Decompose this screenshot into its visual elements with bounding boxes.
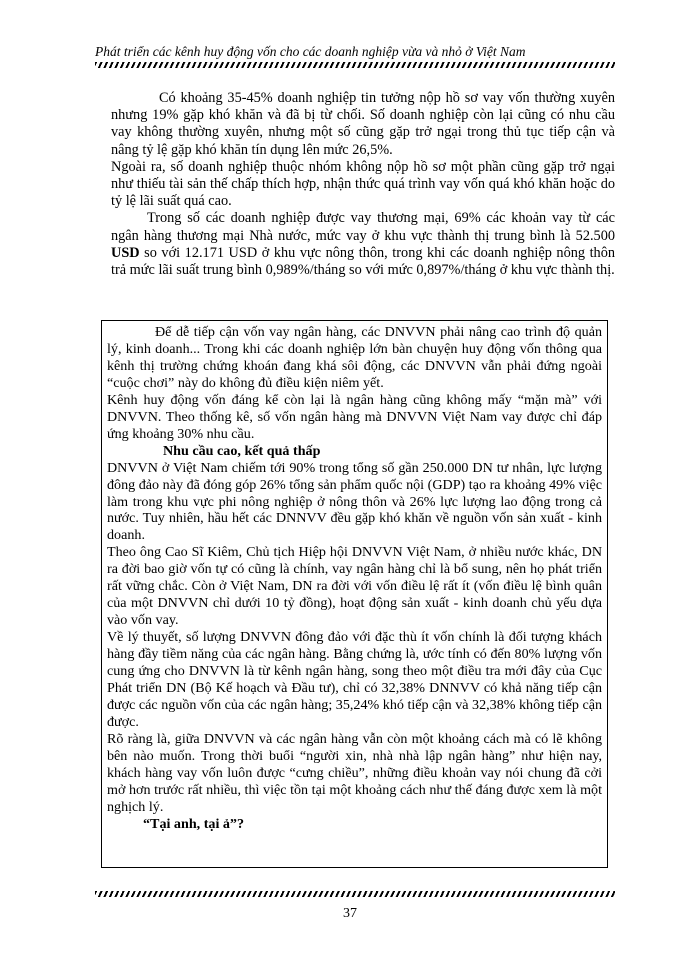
page-number: 37	[343, 906, 357, 921]
intro-paragraph-3	[111, 210, 615, 279]
boxed-article	[101, 320, 608, 868]
box-paragraph-2: Kênh huy động vốn đáng kể còn lại là ngân hàng cũng không mấy “mặn mà” với DNVVN. Theo thống kê, số vốn ngân hàng mà DNVVN Việt Nam vay được chỉ đáp ứng khoảng 30% nhu cầu.	[107, 391, 602, 442]
intro-paragraph-1: Có khoảng 35-45% doanh nghiệp tin tưởng nộp hồ sơ vay vốn thường xuyên nhưng 19% gặp khó khăn và đã bị từ chối. Số doanh nghiệp còn lại cũng có nhu cầu vay không thường xuyên, nhưng một số cũng gặp trở ngại trong thủ tục tiếp cận và nâng tỷ lệ gặp khó khăn tín dụng lên mức 26,5%.	[111, 90, 615, 158]
box-paragraph-3: DNVVN ở Việt Nam chiếm tới 90% trong tổng số gần 250.000 DN tư nhân, lực lượng đông đảo này đã đóng góp 26% tổng sản phẩm quốc nội (GDP) tạo ra khoảng 49% việc làm trong khu vực phi nông nghiệp ở nông thôn và 26% lực lượng lao động trong cả nước. Tuy nhiên, hầu hết các DNNVV đều gặp khó khăn về nguồn vốn sản xuất - kinh doanh.	[107, 459, 602, 544]
intro-paragraph-3-start: Trong số các doanh nghiệp được vay thương mại, 69% các khoản vay từ các ngân hàng thương mại Nhà nước, mức vay ở khu vực thành thị trung bình là 52.500	[111, 210, 615, 244]
box-paragraph-6: Rõ ràng là, giữa DNVVN và các ngân hàng vẫn còn một khoảng cách mà có lẽ không bên nào muốn. Trong thời buổi “người xin, nhà nhà lập ngân hàng” như hiện nay, khách hàng vay vốn luôn được “cưng chiều”, những điều khoản vay nói chung đã cởi mở hơn trước rất nhiều, thì việc tồn tại một khoảng cách như thế đáng được xem là một nghịch lý.	[107, 730, 602, 815]
box-paragraph-1: Để dễ tiếp cận vốn vay ngân hàng, các DNVVN phải nâng cao trình độ quản lý, kinh doanh... Trong khi các doanh nghiệp lớn bàn chuyện huy động vốn thông qua kênh thị trường chứng khoán đang khá sôi động, các DNVVN vẫn phải đứng ngoài “cuộc chơi” này do không đủ điều kiện niêm yết.	[107, 324, 602, 391]
header-rule	[95, 62, 615, 68]
usd-label: USD	[111, 244, 140, 261]
running-header: Phát triển các kênh huy động vốn cho các doanh nghiệp vừa và nhỏ ở Việt Nam	[95, 44, 526, 59]
intro-paragraph-2: Ngoài ra, số doanh nghiệp thuộc nhóm không nộp hồ sơ một phần cũng gặp trở ngại như thiếu tài sản thế chấp thích hợp, nhận thức quá trình vay vốn quá khó khăn hoặc do tỷ lệ lãi suất quá cao.	[111, 158, 615, 210]
intro-section	[111, 90, 615, 279]
box-paragraph-4: Theo ông Cao Sĩ Kiêm, Chủ tịch Hiệp hội DNVVN Việt Nam, ở nhiều nước khác, DN ra đời bao giờ vốn tự có cũng là chính, vay ngân hàng chỉ là bổ sung, nên họ phát triển rất vững chắc. Còn ở Việt Nam, DN ra đời với vốn điều lệ rất ít (vốn điều lệ bình quân của một DNVVN chỉ dưới 10 tỷ đồng), hoạt động sản xuất - kinh doanh chủ yếu dựa vào vốn vay.	[107, 544, 602, 629]
box-heading-2: “Tại anh, tại ả”?	[143, 815, 245, 832]
box-paragraph-5: Về lý thuyết, số lượng DNVVN đông đảo với đặc thù ít vốn chính là đối tượng khách hàng đầy tiềm năng của các ngân hàng. Bằng chứng là, ước tính có đến 80% lượng vốn cung ứng cho DNVVN là từ kênh ngân hàng, song theo một điều tra mới đây của Cục Phát triển DN (Bộ Kế hoạch và Đầu tư), chỉ có 32,38% DNNVV có khả năng tiếp cận được các nguồn vốn của các ngân hàng; 35,24% khó tiếp cận và 32,38% không tiếp cận được.	[107, 629, 602, 730]
box-heading-1: Nhu cầu cao, kết quả thấp	[163, 442, 321, 459]
intro-paragraph-3-end: so với 12.171 USD ở khu vực nông thôn, trong khi các doanh nghiệp nông thôn trả mức lãi suất trung bình 0,989%/tháng so với mức 0,897%/tháng ở khu vực thành thị.	[111, 244, 615, 279]
footer-rule	[95, 891, 615, 897]
